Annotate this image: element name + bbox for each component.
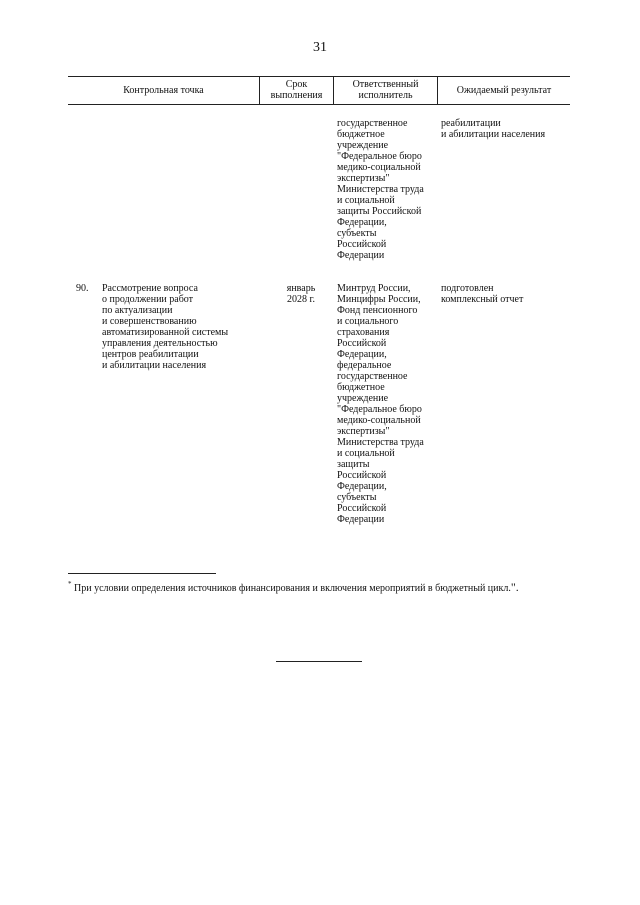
continuation-result: реабилитации и абилитации населения — [441, 118, 546, 140]
header-deadline: Срок выполнения — [270, 79, 323, 101]
row-number: 90. — [76, 283, 89, 294]
footnote — [68, 580, 568, 596]
row-responsible: Минтруд России, Минцифры России, Фонд пенсионного и социального страхования Российской Федерации, федеральное государственное бюджетное учреждение "Федеральное бюро медико-социальной экспертизы" Министерства труда и социальной защиты Российской Федерации, субъекты Российской Федерации — [337, 283, 424, 525]
continuation-responsible: государственное бюджетное учреждение "Федеральное бюро медико-социальной экспертизы" Министерства труда и социальной защиты Российской Федерации, субъекты Российской Федерации — [337, 118, 424, 261]
footnote-text: При условии определения источников финансирования и включения мероприятий в бюджетный цикл. — [74, 583, 511, 594]
header-result: Ожидаемый результат — [456, 84, 552, 96]
row-result: подготовлен комплексный отчет — [441, 283, 524, 305]
footnote-rule — [68, 573, 216, 574]
header-responsible: Ответственный исполнитель — [352, 79, 419, 101]
row-deadline: январь 2028 г. — [286, 283, 316, 305]
footnote-closing-quote: ". — [510, 580, 519, 594]
table-header-rule — [68, 104, 570, 105]
row-checkpoint: Рассмотрение вопроса о продолжении работ по актуализации и совершенствованию автоматизированной системы управления деятельностью центров реабилитации и абилитации населения — [102, 283, 229, 371]
end-of-section-rule — [276, 661, 362, 662]
page-number: 31 — [313, 40, 327, 55]
header-checkpoint: Контрольная точка — [123, 84, 204, 96]
table-top-rule — [68, 76, 570, 77]
footnote-marker: * — [68, 580, 72, 588]
